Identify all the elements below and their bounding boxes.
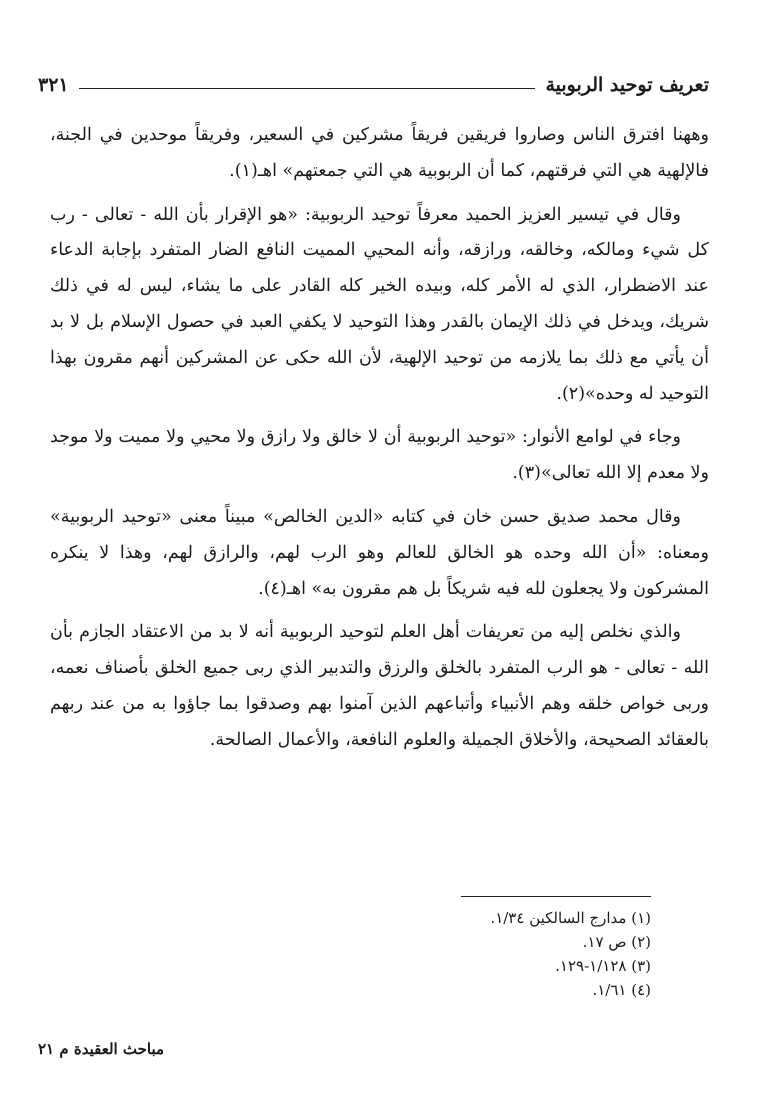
paragraph-2: وقال في تيسير العزيز الحميد معرفاً توحيد الربوبية: «هو الإقرار بأن الله - تعالى - رب كل شيء ومالكه، وخالقه، ورازقه، وأنه المحيي المميت النافع الضار المتفرد بإجابة الدعاء عند الاضطرار، الذي له الأمر كله، وبيده الخير كله القادر على ما يشاء، ليس له في ذلك شريك، ويدخل في ذلك الإيمان بالقدر وهذا التوحيد لا يكفي العبد في حصول الإسلام بل لا بد أن يأتي مع ذلك بما يلازمه من توحيد الإلهية، لأن الله حكى عن المشركين أنهم مقرون بهذا التوحيد له وحده»(٢).: [50, 204, 709, 404]
page-number: ٣٢١: [38, 74, 69, 96]
header-title: تعريف توحيد الربوبية: [545, 74, 709, 96]
footnote-4: (٤) ١/٦١.: [592, 981, 651, 999]
paragraph-1: وههنا افترق الناس وصاروا فريقين فريقاً مشركين في السعير، وفريقاً موحدين في الجنة، فالإلهية هي التي فرقتهم، كما أن الربوبية هي التي جمعتهم» اهـ(١).: [50, 125, 709, 181]
running-header: [38, 70, 709, 100]
footnote-1: (١) مدارج السالكين ١/٣٤.: [490, 909, 651, 927]
paragraph-4: وقال محمد صديق حسن خان في كتابه «الدين الخالص» مبيناً معنى «توحيد الربوبية» ومعناه: «أن الله وحده هو الخالق للعالم وهو الرب لهم، والرازق لهم، وهذا لا ينكره المشركون ولا يجعلون لله فيه شريكاً بل هم مقرون به» اهـ(٤).: [50, 506, 709, 599]
footnote-2: (٢) ص ١٧.: [582, 933, 651, 951]
paragraph-3: وجاء في لوامع الأنوار: «توحيد الربوبية أن لا خالق ولا رازق ولا محيي ولا مميت ولا موجد ولا معدم إلا الله تعالى»(٣).: [50, 427, 709, 484]
footnotes: [391, 906, 651, 1002]
signature-mark: مباحث العقيدة م ٢١: [38, 1040, 165, 1058]
paragraph-5: والذي نخلص إليه من تعريفات أهل العلم لتوحيد الربوبية أنه لا بد من الاعتقاد الجازم بأن الله - تعالى - هو الرب المتفرد بالخلق والرزق والتدبير الذي ربى جميع الخلق بأصناف نعمه، وربى خواص خلقه وهم الأنبياء وأتباعهم الذين آمنوا بهم وصدقوا بما جاؤوا به من عند ربهم بالعقائد الصحيحة، والأخلاق الجميلة والعلوم النافعة، والأعمال الصالحة.: [50, 622, 709, 750]
header-rule: [79, 88, 536, 89]
footnote-separator: [461, 896, 651, 897]
footnote-3: (٣) ١/١٢٨-١٢٩.: [555, 957, 651, 975]
main-text: [50, 118, 709, 767]
